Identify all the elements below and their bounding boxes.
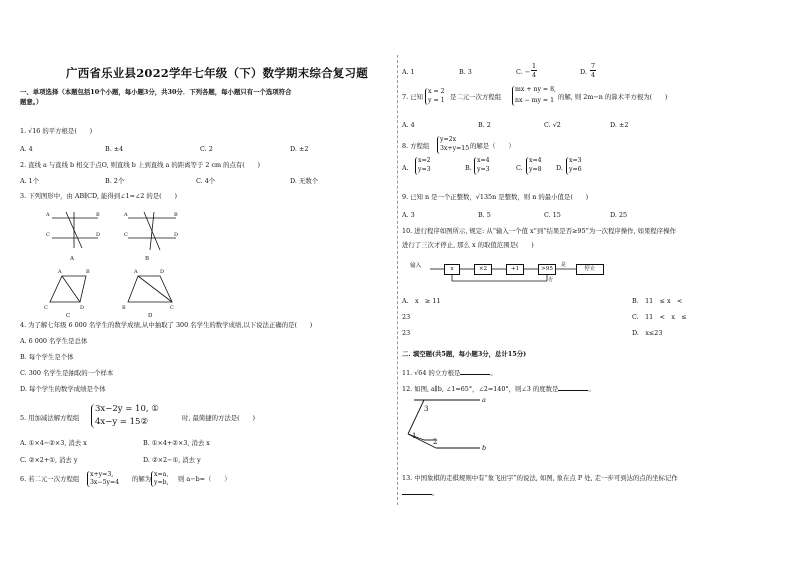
q4-option-c[interactable]: C. 300 名学生是抽取的一个样本 [20, 369, 114, 377]
q7-eq1: mx + ny = 8, [515, 86, 556, 93]
q8-option-b-x: x=4 [477, 157, 490, 164]
q6-d-numerator: 7 [591, 62, 596, 70]
q8-option-c-x: x=4 [529, 157, 542, 164]
q4-option-d[interactable]: D. 每个学生的数学成绩是个体 [20, 385, 106, 393]
q3-fig-d-label-A: A [134, 269, 138, 275]
page-title: 广西省乐业县2022学年七年级（下）数学期末综合复习题 [66, 66, 368, 80]
section-1-heading: 一、单项选择（本题包括10个小题，每小题3分，共30分．下列各题，每小题只有一个选项符合 [20, 88, 292, 96]
section-2-heading: 二. 填空题(共5题，每小题3分，总计15分) [402, 350, 527, 358]
q6-eq2: 3x−5y=4 [90, 479, 120, 486]
q8-option-a-label[interactable]: A. [402, 164, 409, 172]
q3-fig-d-label-B: B [122, 305, 126, 311]
q6-option-d[interactable]: D. [580, 68, 587, 76]
q10-option-c[interactable]: C. 11 < x ≤ [632, 313, 687, 321]
q8-eq2: 3x+y=15 [440, 145, 470, 152]
q8-option-a-y: y=3 [418, 166, 431, 173]
q3-fig-c-caption: C [66, 313, 71, 319]
q9-option-c[interactable]: C. 15 [544, 211, 561, 219]
q3-fig-b-label-A: A [124, 212, 128, 218]
q4-stem: 4. 为了解七年级 6 000 名学生的数学成绩,从中抽取了 300 名学生的数学成绩,以下说法正确的是( ) [20, 321, 313, 329]
q10-option-b[interactable]: B. 11 ≤ x < [632, 297, 683, 305]
q13-answer-line [402, 488, 438, 497]
q6-sol2: y=b, [154, 479, 169, 486]
q2-option-b[interactable]: B. 2个 [105, 177, 125, 185]
q2-stem: 2. 直线 a 与直线 b 相交于点O, 则直线 b 上到直线 a 的距离等于 2 cm 的点有( ) [20, 161, 261, 169]
q1-stem: 1. √16 的平方根是( ) [20, 127, 93, 135]
q10-flow-stop-box: 停止 [576, 264, 604, 275]
q5-option-d[interactable]: D. ②×2−①, 消去 y [143, 456, 201, 464]
q9-stem: 9. 已知 n 是一个正整数，√135n 是整数，则 n 的最小值是( ) [402, 193, 589, 201]
q8-option-a-x: x=2 [418, 157, 431, 164]
q10-option-a[interactable]: A. x ≥ 11 [402, 297, 441, 305]
q6-sol1: x=a, [154, 471, 169, 478]
q5-option-b[interactable]: B. ①×4+②×3, 消去 x [143, 439, 210, 447]
q3-fig-b-caption: B [145, 256, 150, 262]
q10-flow-compare-box: >95 [538, 264, 556, 275]
q6-c-numerator: 1 [532, 62, 537, 70]
q10-flow-mul-box: ×2 [474, 264, 492, 275]
q11-answer-blank[interactable] [460, 368, 490, 375]
q7-option-a[interactable]: A. 4 [402, 121, 415, 129]
q3-fig-b-label-B: B [174, 212, 178, 218]
q10-flow-input: 输入 [410, 263, 422, 269]
q12-angle-2: 2 [433, 438, 438, 446]
q6-option-c-fraction [531, 62, 537, 79]
q5-eq2: 4x−y = 15② [95, 417, 149, 427]
q1-option-b[interactable]: B. ±4 [105, 145, 124, 153]
q7-stem-end: 的解, 则 2m−n 的算术平方根为( ) [558, 93, 668, 101]
q6-option-c[interactable]: C. − [516, 68, 531, 76]
q8-option-b-y: y=3 [477, 166, 490, 173]
q3-fig-b-label-D: D [174, 232, 179, 238]
q6-c-denominator: 4 [532, 71, 537, 79]
q7-option-d[interactable]: D. ±2 [610, 121, 629, 129]
q12-stem-end: 。 [588, 385, 595, 393]
q8-stem: 8. 方程组 [402, 142, 430, 150]
q10-flow-no: 否 [548, 277, 554, 283]
q5-eq1: 3x−2y = 10, ① [95, 404, 159, 414]
q6-d-denominator: 4 [591, 71, 596, 79]
q7-mid: 是二元一次方程组 [450, 93, 502, 101]
q12-label-a: a [482, 396, 486, 404]
q3-fig-a-caption: A [70, 256, 74, 262]
q11-stem-end: 。 [490, 369, 497, 377]
q3-fig-d-label-D: D [160, 269, 165, 275]
q6-mid: 的解为 [132, 475, 152, 483]
q3-figure-c[interactable] [46, 272, 96, 308]
q8-eq1: y=2x [440, 136, 457, 143]
q10-option-c-cont: 23 [402, 329, 411, 337]
q8-option-d-y: y=6 [569, 166, 582, 173]
q12-answer-blank[interactable] [558, 384, 588, 391]
q2-option-c[interactable]: C. 4个 [196, 177, 216, 185]
q7-option-c[interactable]: C. √2 [544, 121, 561, 129]
q13-stem: 13. 中国象棋的走棋规则中有“象飞田字”的说法, 如图, 象在点 P 处, 走一步可到达的点的坐标记作 [402, 474, 678, 482]
q3-fig-a-label-A: A [46, 212, 50, 218]
q6-eq1: x+y=3, [90, 471, 114, 478]
q3-figure-d[interactable] [124, 272, 178, 308]
q12-angle-3: 3 [424, 405, 429, 413]
q13-answer-blank[interactable] [402, 488, 432, 495]
q6-stem-end: 则 a−b=（ ） [178, 475, 231, 483]
q3-fig-a-label-D: D [96, 232, 101, 238]
q3-fig-c-label-D: D [80, 305, 85, 311]
q9-option-a[interactable]: A. 3 [402, 211, 415, 219]
q7-option-b[interactable]: B. 2 [478, 121, 491, 129]
q8-option-d-x: x=3 [569, 157, 582, 164]
q11-stem-text: 11. √64 的立方根是 [402, 369, 461, 377]
q5-stem: 5. 用加减法解方程组 [20, 414, 80, 422]
q6-option-b[interactable]: B. 3 [459, 68, 472, 76]
q10-flow-x-box: x [444, 264, 460, 275]
q3-fig-d-caption: D [148, 313, 153, 319]
q6-stem: 6. 若二元一次方程组 [20, 475, 80, 483]
q4-option-b[interactable]: B. 每个学生是个体 [20, 353, 74, 361]
q11-stem [402, 368, 497, 377]
q3-fig-b-label-C: C [124, 232, 128, 238]
q3-fig-d-label-C: C [170, 305, 174, 311]
q12-label-b: b [482, 444, 487, 452]
q5-option-a[interactable]: A. ①×4−②×3, 消去 x [20, 439, 87, 447]
section-1-heading-cont: 题意。） [20, 98, 43, 106]
q10-flow-add-box: +1 [506, 264, 524, 275]
q3-stem: 3. 下列图形中，由 AB∥CD, 能得到∠1=∠2 的是( ) [20, 192, 177, 200]
column-divider [397, 55, 398, 505]
q3-fig-c-label-C: C [44, 305, 48, 311]
q7-eq2: nx − my = 1 [515, 97, 555, 104]
q7-sol2: y = 1 [428, 97, 445, 104]
q8-option-d-label[interactable]: D. [556, 164, 563, 172]
q1-option-a[interactable]: A. 4 [20, 145, 33, 153]
q5-stem-end: 时, 最简捷的方法是( ) [182, 414, 255, 422]
q1-option-c[interactable]: C. 2 [200, 145, 213, 153]
q6-option-a[interactable]: A. 1 [402, 68, 415, 76]
q10-stem-line1: 10. 进行程序如图所示, 规定: 从“输入一个值 x”到“结果是否≥95”为一次程序操作, 如果程序操作 [402, 227, 676, 235]
q8-option-c-label[interactable]: C. [516, 164, 523, 172]
q12-figure [402, 396, 492, 456]
q10-option-b-cont: 23 [402, 313, 411, 321]
q1-option-d[interactable]: D. ±2 [290, 145, 309, 153]
q10-flow-yes: 是 [561, 262, 567, 268]
q7-sol1: x = 2 [428, 88, 445, 95]
q3-fig-a-label-B: B [96, 212, 100, 218]
q3-fig-c-label-B: B [86, 269, 90, 275]
q12-stem-text: 12. 如图, a∥b, ∠1=65°，∠2=140°，则∠3 的度数是 [402, 385, 559, 393]
q13-stem-end: 。 [432, 489, 439, 497]
q8-stem-end: 的解是（ ） [470, 142, 515, 150]
q7-stem: 7. 已知 [402, 93, 423, 101]
q9-option-d[interactable]: D. 25 [610, 211, 628, 219]
q8-option-b-label[interactable]: B. [465, 164, 472, 172]
q2-option-d[interactable]: D. 无数个 [290, 177, 319, 185]
q9-option-b[interactable]: B. 5 [478, 211, 491, 219]
q8-option-c-y: y=8 [529, 166, 542, 173]
q2-option-a[interactable]: A. 1个 [20, 177, 40, 185]
q6-option-d-fraction [590, 62, 596, 79]
q4-option-a[interactable]: A. 6 000 名学生是总体 [20, 337, 88, 345]
q3-fig-a-label-C: C [46, 232, 50, 238]
q3-fig-c-label-A: A [58, 269, 62, 275]
q10-option-d[interactable]: D. x≤23 [632, 329, 663, 337]
q12-angle-1: 1 [412, 432, 417, 440]
q10-stem-line2: 进行了三次才停止, 那么 x 的取值范围是( ) [402, 241, 534, 249]
q5-option-c[interactable]: C. ②×2+①, 消去 y [20, 456, 78, 464]
q12-stem [402, 384, 595, 393]
